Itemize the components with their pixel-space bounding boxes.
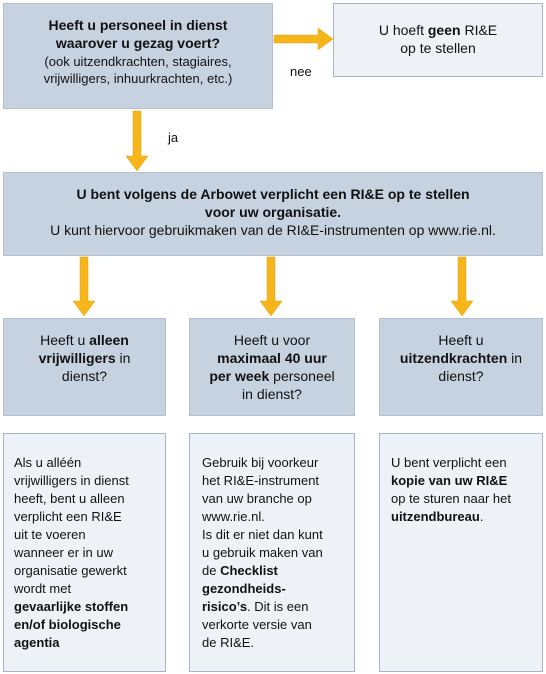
obligation-line2: voor uw organisatie. — [204, 204, 342, 220]
label-yes: ja — [168, 130, 179, 145]
answer-max40h-box: Gebruik bij voorkeur het RI&E-instrument van uw branche op www.rie.nl. Is dit er niet dan kunt u gebruik maken van de Checklist gezondheids- risico’s. Dit is een verkorte versie van de RI&E. — [189, 433, 355, 672]
question-personnel-note: (ook uitzendkrachten, stagiaires, vrijwilligers, inhuurkrachten, etc.) — [43, 54, 233, 86]
question-max40h-box: Heeft u voor maximaal 40 uur per week personeel in dienst? — [189, 318, 355, 416]
arrow-no — [274, 28, 333, 50]
arrow-right — [451, 257, 473, 316]
answer-temp-workers-box: U bent verplicht een kopie van uw RI&E op te sturen naar het uitzendbureau. — [379, 433, 543, 672]
obligation-line1: U bent volgens de Arbowet verplicht een RI&E op te stellen — [76, 186, 470, 202]
obligation-line3: U kunt hiervoor gebruikmaken van de RI&E-instrumenten op www.rie.nl. — [50, 222, 496, 238]
rie-obligation-box — [3, 172, 543, 256]
question-volunteers-box: Heeft u alleen vrijwilligers in dienst? — [3, 318, 166, 416]
no-rie-result-box: U hoeft geen RI&E op te stellen — [333, 3, 543, 77]
arrow-mid — [260, 257, 282, 316]
question-personnel-box — [3, 3, 273, 109]
question-temp-workers-box: Heeft u uitzendkrachten in dienst? — [379, 318, 543, 416]
label-no: nee — [290, 64, 312, 79]
arrow-left — [73, 257, 95, 316]
answer-volunteers-box: Als u alléén vrijwilligers in dienst heeft, bent u alleen verplicht een RI&E uit te voeren wanneer er in uw organisatie gewerkt wordt met gevaarlijke stoffen en/of biologische agentia — [3, 433, 166, 672]
question-personnel-title: Heeft u personeel in dienst waarover u gezag voert? — [48, 17, 228, 51]
arrow-yes — [126, 111, 148, 171]
